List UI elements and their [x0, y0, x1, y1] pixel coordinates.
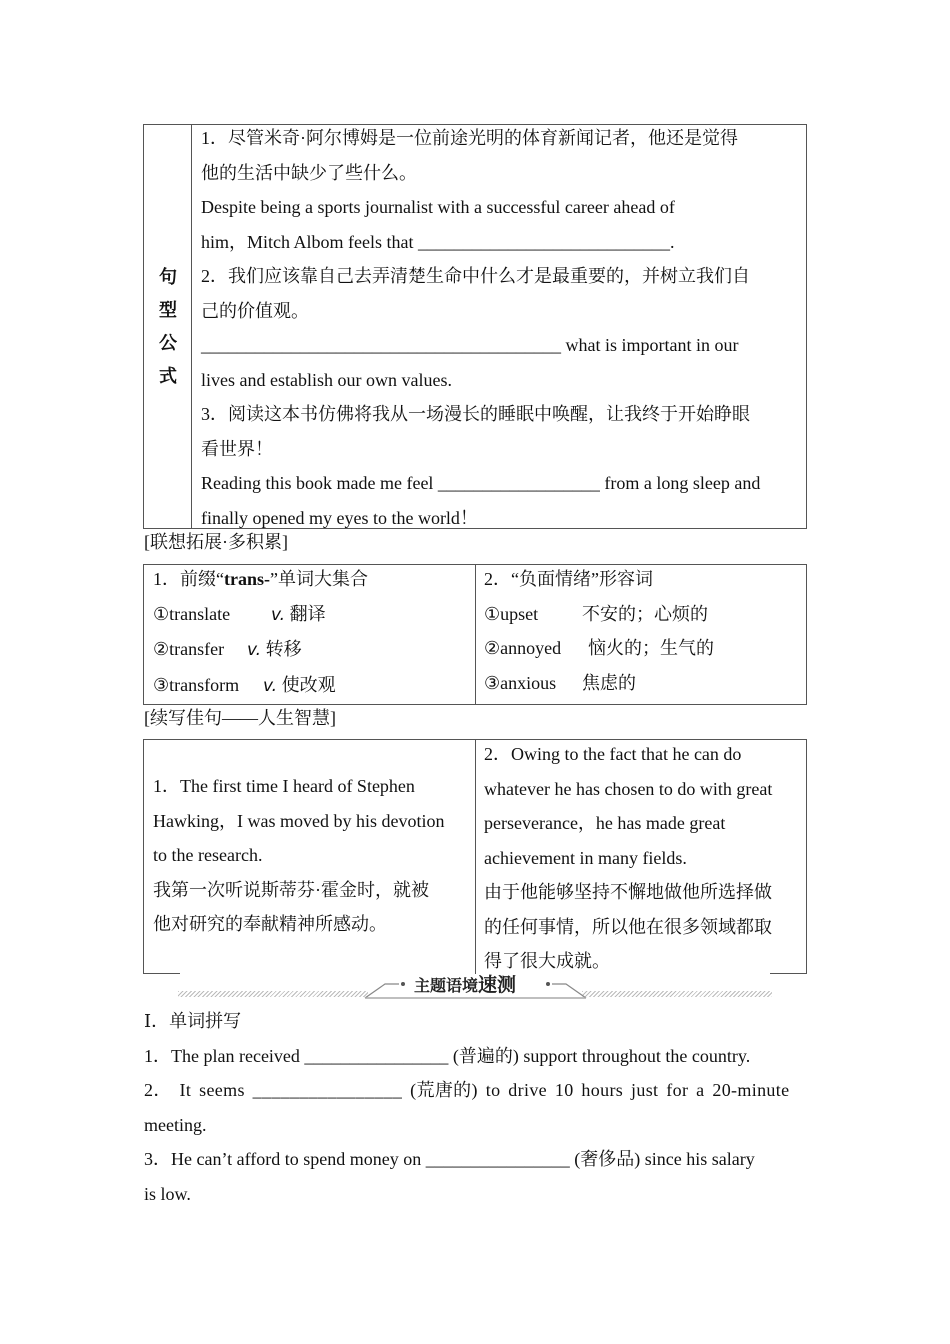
line: Hawking，I was moved by his devotion — [153, 810, 445, 831]
word-item — [153, 632, 368, 668]
line: perseverance，he has made great — [484, 813, 726, 833]
meaning: 翻译 — [289, 603, 326, 624]
section-banner — [178, 974, 772, 1000]
meaning: 焦虑的 — [582, 672, 636, 693]
line: 2．我们应该靠自己去弄清楚生命中什么才是最重要的，并树立我们自 — [201, 266, 750, 286]
line: lives and establish our own values. — [201, 369, 452, 390]
line: 1．尽管米奇·阿尔博姆是一位前途光明的体育新闻记者，他还是觉得 — [201, 128, 738, 148]
word-item — [153, 668, 368, 704]
title-bold: trans- — [224, 569, 270, 589]
side-char: 式 — [159, 365, 177, 386]
sentence-lines — [201, 121, 760, 535]
section-title: Ⅰ．单词拼写 — [144, 1011, 242, 1031]
word-item — [484, 666, 714, 701]
line: Despite being a sports journalist with a successful career ahead of — [201, 197, 675, 217]
line: 看世界！ — [201, 438, 273, 459]
banner-normal: 主题语境 — [414, 976, 479, 995]
side-char: 公 — [159, 332, 177, 353]
word: ③anxious — [484, 672, 557, 693]
line: Reading this book made me feel __________________ from a long sleep and — [201, 473, 761, 493]
question: 2． It seems ________________ (荒唐的) to drive 10 hours just for a 20-minute — [144, 1080, 790, 1100]
meaning: 使改观 — [281, 674, 336, 695]
question-cont: is low. — [144, 1183, 191, 1204]
line: to the research. — [153, 845, 263, 865]
pos: v. — [263, 675, 278, 696]
right-title: 2．“负面情绪”形容词 — [484, 569, 653, 589]
line: achievement in many fields. — [484, 847, 687, 868]
pos: v. — [247, 640, 262, 660]
expand-label: [联想拓展·多积累] — [144, 532, 288, 552]
line: 他的生活中缺少了些什么。 — [201, 162, 417, 183]
word: ③transform — [153, 674, 240, 695]
banner-bold: 速测 — [478, 974, 517, 996]
line: finally opened my eyes to the world！ — [201, 507, 478, 528]
title-post: ”单词大集合 — [270, 569, 368, 589]
line: 3．阅读这本书仿佛将我从一场漫长的睡眠中唤醒，让我终于开始睁眼 — [201, 404, 750, 424]
expand-table — [143, 564, 807, 705]
side-char: 型 — [159, 299, 177, 320]
side-label — [144, 125, 192, 528]
meaning: 恼火的；生气的 — [588, 638, 714, 658]
word: ①translate — [153, 603, 231, 624]
line: 我第一次听说斯蒂芬·霍金时，就被 — [153, 879, 429, 900]
line: him，Mitch Albom feels that ____________________________. — [201, 231, 675, 252]
banner-title — [414, 974, 516, 997]
line: 他对研究的奉献精神所感动。 — [153, 914, 387, 934]
question: 3．He can’t afford to spend money on ________________ (奢侈品) since his salary — [144, 1149, 755, 1169]
line: 2．Owing to the fact that he can do — [484, 744, 742, 764]
line: 得了很大成就。 — [484, 951, 610, 971]
wisdom-label: [续写佳句——人生智慧] — [144, 708, 336, 728]
title-pre: 1．前缀“ — [153, 569, 224, 589]
question-cont: meeting. — [144, 1114, 207, 1135]
word: ②transfer — [153, 639, 225, 659]
word-item — [153, 597, 368, 633]
line: 由于他能够坚持不懈地做他所选择做 — [484, 882, 772, 902]
line: whatever he has chosen to do with great — [484, 778, 773, 799]
side-char: 句 — [159, 266, 177, 287]
pos: v. — [271, 604, 286, 625]
line: ________________________________________ what is important in our — [201, 335, 739, 355]
word-item — [484, 631, 714, 666]
line: 己的价值观。 — [201, 300, 309, 321]
wisdom-table — [143, 739, 807, 974]
word-item — [484, 597, 714, 632]
word: ②annoyed — [484, 638, 562, 658]
meaning: 不安的；心烦的 — [582, 603, 708, 624]
left-title — [153, 562, 368, 597]
line: 1．The first time I heard of Stephen — [153, 776, 415, 796]
word-spelling-section — [144, 1004, 806, 1211]
sentence-pattern-table — [143, 124, 807, 529]
question: 1．The plan received ________________ (普遍的) support throughout the country. — [144, 1045, 751, 1066]
word: ①upset — [484, 603, 539, 624]
meaning: 转移 — [265, 639, 302, 659]
line: 的任何事情，所以他在很多领域都取 — [484, 916, 772, 937]
